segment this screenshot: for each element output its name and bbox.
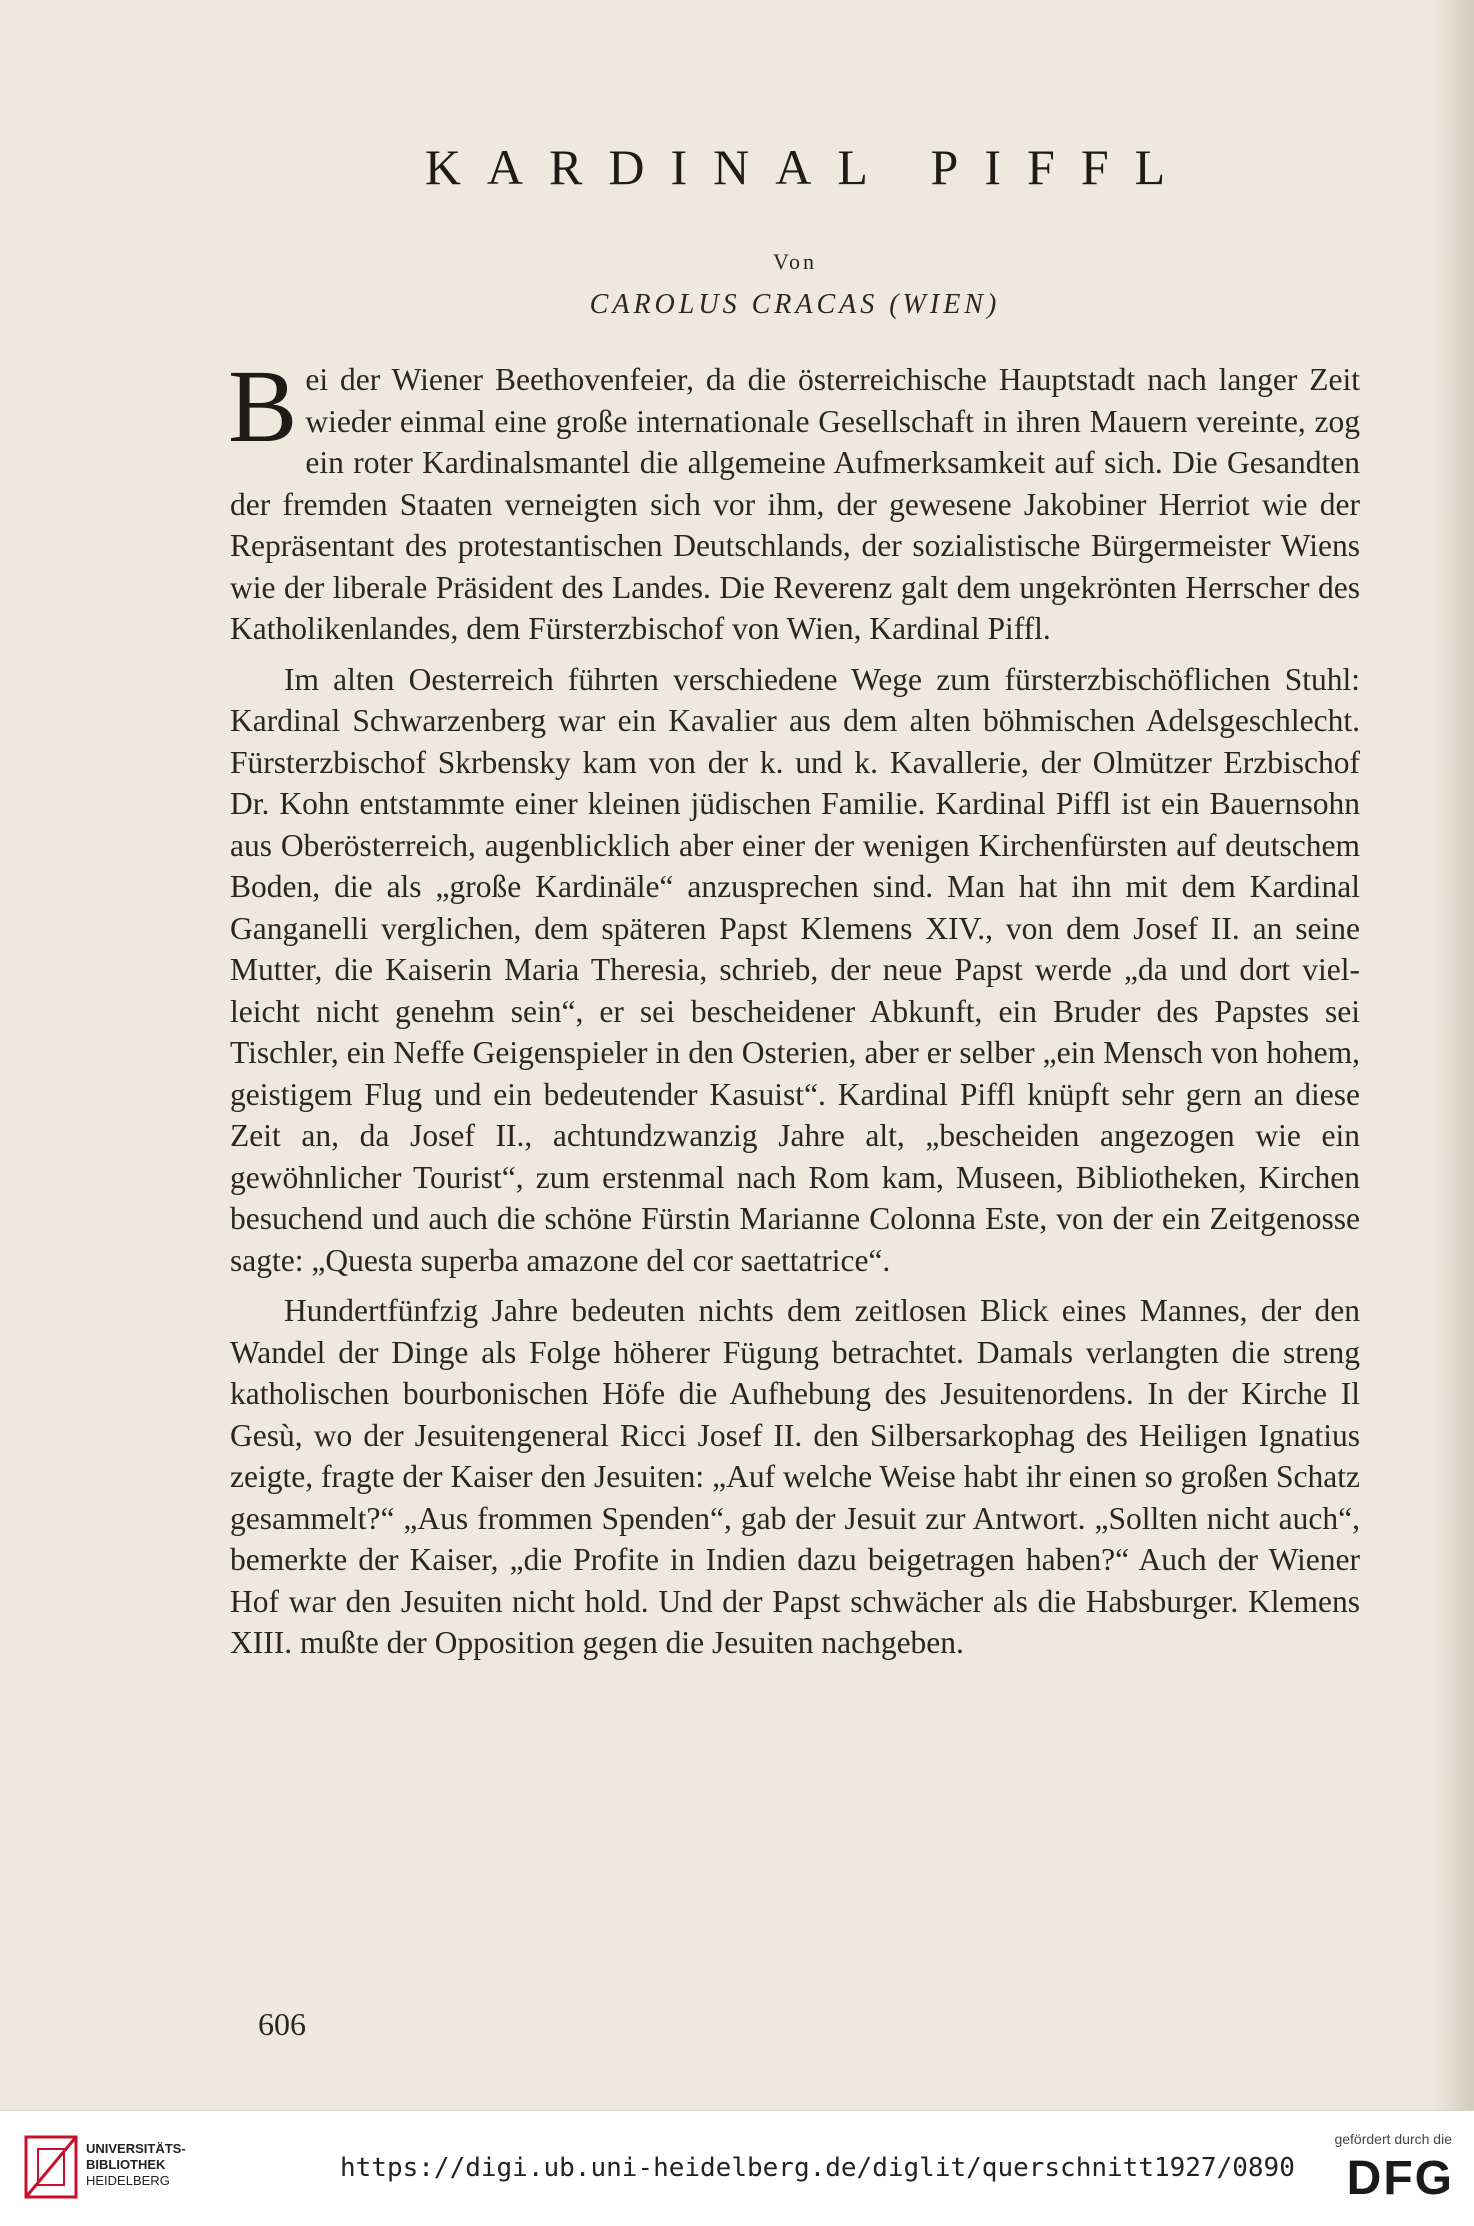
university-library-logo-icon bbox=[24, 2135, 78, 2199]
drop-cap: B bbox=[228, 349, 298, 464]
article bbox=[230, 140, 1360, 1673]
article-body bbox=[228, 349, 1360, 1664]
byline-prefix: Von bbox=[772, 249, 818, 274]
library-name bbox=[86, 2141, 186, 2189]
page-number: 606 bbox=[258, 2006, 306, 2042]
paragraph-3: Hundertfünfzig Jahre bedeuten nichts dem zeitlosen Blick eines Mannes, der den Wandel der Dinge als Folge höherer Fügung betrachtet. Damals verlangten die streng katholischen bourbonischen Höfe die Aufhebung des Jesuitenordens. In der Kirche Il Gesù, wo der Jesuitengeneral Ricci Josef II. den Silbersarkophag des Heiligen Ignatius zeigte, fragte der Kaiser den Jesuiten: „Auf welche Weise habt ihr einen so großen Schatz gesammelt?“ „Aus frommen Spenden“, gab der Jesuit zur Antwort. „Sollten nicht auch“, bemerkte der Kaiser, „die Profite in Indien dazu beigetragen haben?“ Auch der Wiener Hof war den Jesuiten nicht hold. Und der Papst schwächer als die Habsburger. Klemens XIII. mußte der Opposition gegen die Jesuiten nachgeben. bbox=[230, 1293, 1360, 1660]
library-name-line-2: BIBLIOTHEK bbox=[86, 2157, 166, 2172]
funding-caption: gefördert durch die bbox=[1334, 2131, 1452, 2147]
paragraph-1 bbox=[228, 349, 1360, 650]
article-title: KARDINAL PIFFL bbox=[424, 139, 1192, 195]
library-name-line-3: HEIDELBERG bbox=[86, 2173, 170, 2188]
paragraph-2: Im alten Oesterreich führten verschiedene Wege zum fürsterzbischöflichen Stuhl: Kardinal Schwarzenberg war ein Kavalier aus dem alten böhmischen Adelsgeschlecht. Fürsterzbischof Skrbensky kam von der k. und k. Kavallerie, der Olmützer Erzbischof Dr. Kohn entstammte einer kleinen jüdischen Familie. Kardinal Piffl ist ein Bauernsohn aus Oberösterreich, augenblicklich aber einer der wenigen Kirchenfürsten auf deutschem Boden, die als „große Kardinäle“ anzusprechen sind. Man hat ihn mit dem Kardinal Ganganelli verglichen, dem späteren Papst Klemens XIV., von dem Josef II. an seine Mutter, die Kaiserin Maria Theresia, schrieb, der neue Papst werde „da und dort vielleicht nicht genehm sein“, er sei bescheidener Abkunft, ein Bruder des Papstes sei Tischler, ein Neffe Geigenspieler in den Osterien, aber er selber „ein Mensch von hohem, geistigem Flug und ein bedeutender Kasuist“. Kardinal Piffl knüpft sehr gern an diese Zeit an, da Josef II., achtundzwanzig Jahre alt, „bescheiden angezogen wie ein gewöhnlicher Tourist“, zum erstenmal nach Rom kam, Museen, Bibliotheken, Kirchen besuchend und auch die schöne Fürstin Marianne Colonna Este, von der ein Zeitgenosse sagte: „Questa superba amazone del cor saettatrice“. bbox=[230, 661, 1360, 1278]
page-edge-shadow bbox=[1434, 0, 1474, 2110]
paragraph-1-text: ei der Wiener Beethovenfeier, da die österreichische Hauptstadt nach langer Zeit wieder einmal eine große internationale Gesellschaft in ihren Mauern vereinte, zog ein roter Kardinalsmantel die allgemeine Aufmerksamkeit auf sich. Die Gesandten der fremden Staaten verneigten sich vor ihm, der gewesene Jakobiner Herriot wie der Repräsentant des protestantischen Deutschlands, der sozialistische Bürgermeister Wiens wie der liberale Präsident des Landes. Die Reverenz galt dem ungekrönten Herrscher des Katholikenlandes, dem Fürsterzbischof von Wien, Kardinal Piffl. bbox=[230, 362, 1360, 646]
footer-bar bbox=[0, 2110, 1474, 2226]
dfg-logo: DFG bbox=[1346, 2152, 1454, 2205]
library-name-line-1: UNIVERSITÄTS- bbox=[86, 2141, 186, 2156]
source-url-link[interactable]: https://digi.ub.uni-heidelberg.de/diglit/querschnitt1927/0890 bbox=[340, 2153, 1295, 2183]
article-author: CAROLUS CRACAS (WIEN) bbox=[589, 289, 1001, 320]
